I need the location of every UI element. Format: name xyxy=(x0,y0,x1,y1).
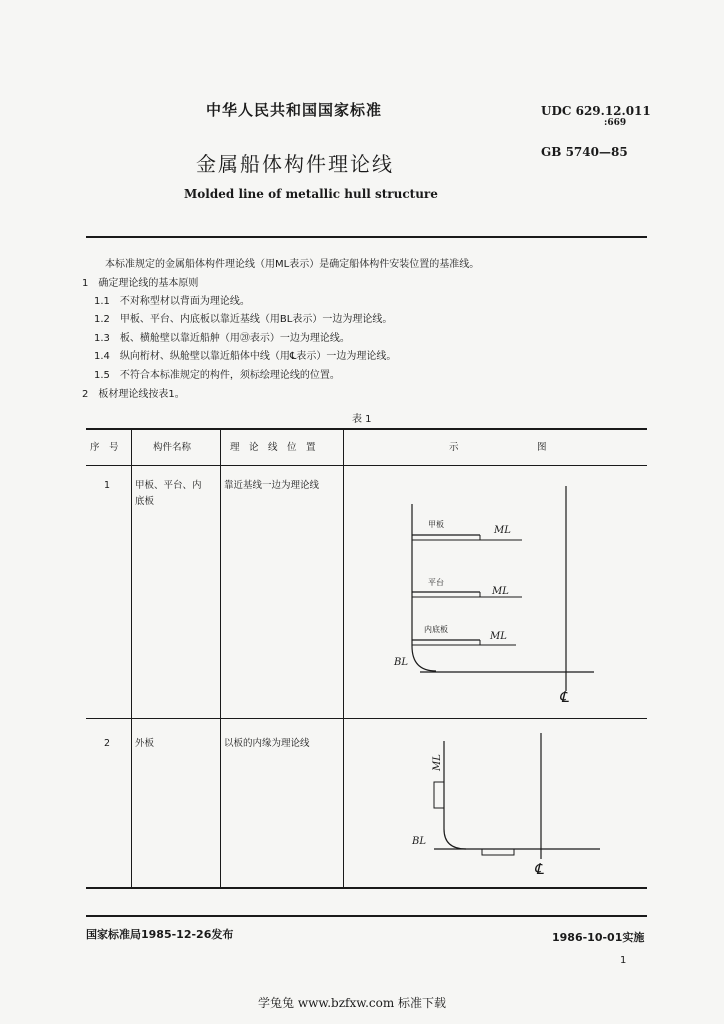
keel-plate xyxy=(482,849,514,855)
footer-rule xyxy=(86,915,647,917)
shell-plate xyxy=(412,504,436,671)
watermark-link[interactable]: 学兔兔 www.bzfxw.com 标准下载 xyxy=(258,996,447,1010)
inner-bottom-label: 内底板 xyxy=(424,625,448,634)
ml-label: ML xyxy=(492,586,509,597)
table-header-diagram: 示 xyxy=(449,442,459,453)
table-row-position: 以板的内缘为理论线 xyxy=(224,738,310,749)
table-top-rule xyxy=(86,428,647,430)
ml-label: ML xyxy=(490,631,507,642)
table-header-name: 构件名称 xyxy=(153,442,192,453)
header-rule xyxy=(86,236,647,238)
table-header-diagram: 图 xyxy=(537,442,547,453)
shell-stiffener xyxy=(434,782,444,808)
page-title-english: Molded line of metallic hull structure xyxy=(184,187,438,201)
clause-1-3: 1.3 板、横舱壁以靠近船舯（用⑳表示）一边为理论线。 xyxy=(94,333,350,344)
ml-label: ML xyxy=(432,754,443,771)
bl-label: BL xyxy=(412,836,426,847)
platform-label: 平台 xyxy=(428,578,444,587)
table-row-name: 甲板、平台、内 xyxy=(135,480,202,491)
clause-1-2: 1.2 甲板、平台、内底板以靠近基线（用BL表示）一边为理论线。 xyxy=(94,314,393,325)
page-title: 金属船体构件理论线 xyxy=(196,152,394,176)
effective-date: 1986-10-01实施 xyxy=(552,931,645,944)
standard-title: 中华人民共和国国家标准 xyxy=(206,101,383,119)
centerline-symbol: ℄ xyxy=(534,860,544,878)
ml-label: ML xyxy=(494,525,511,536)
table-header-position: 理 论 线 位 置 xyxy=(230,442,316,453)
diagram-deck-platform-inner-bottom xyxy=(344,466,646,718)
diagram-shell-plate xyxy=(344,719,646,887)
table-row-name: 外板 xyxy=(135,738,155,749)
shell-plate xyxy=(444,741,466,849)
table-header-no: 序 号 xyxy=(90,442,119,453)
udc-number: UDC 629.12.011 xyxy=(541,104,651,118)
clause-1-5: 1.5 不符合本标准规定的构件，须标绘理论线的位置。 xyxy=(94,370,340,381)
table-row-no: 2 xyxy=(104,738,111,749)
table-column-rule xyxy=(220,428,221,889)
udc-number-suffix: :669 xyxy=(604,118,627,128)
deck-label: 甲板 xyxy=(428,520,444,529)
table-bottom-rule xyxy=(86,887,647,889)
section-2-heading: 2 板材理论线按表1。 xyxy=(82,389,185,400)
section-1-heading: 1 确定理论线的基本原则 xyxy=(82,278,199,289)
centerline-symbol: ℄ xyxy=(559,688,569,706)
gb-number: GB 5740—85 xyxy=(541,145,628,159)
intro-paragraph: 本标准规定的金属船体构件理论线（用ML表示）是确定船体构件安装位置的基准线。 xyxy=(105,259,480,270)
clause-1-4: 1.4 纵向桁材、纵舱壁以靠近船体中线（用℄表示）一边为理论线。 xyxy=(94,351,397,362)
issue-date: 国家标准局1985-12-26发布 xyxy=(86,928,234,941)
table-row-no: 1 xyxy=(104,480,111,491)
table-row-position: 靠近基线一边为理论线 xyxy=(224,480,320,491)
table-row-name: 底板 xyxy=(135,496,155,507)
bl-label: BL xyxy=(394,657,408,668)
table-caption: 表 1 xyxy=(352,414,372,425)
page-number: 1 xyxy=(620,955,627,966)
clause-1-1: 1.1 不对称型材以背面为理论线。 xyxy=(94,296,250,307)
table-column-rule xyxy=(131,428,132,889)
